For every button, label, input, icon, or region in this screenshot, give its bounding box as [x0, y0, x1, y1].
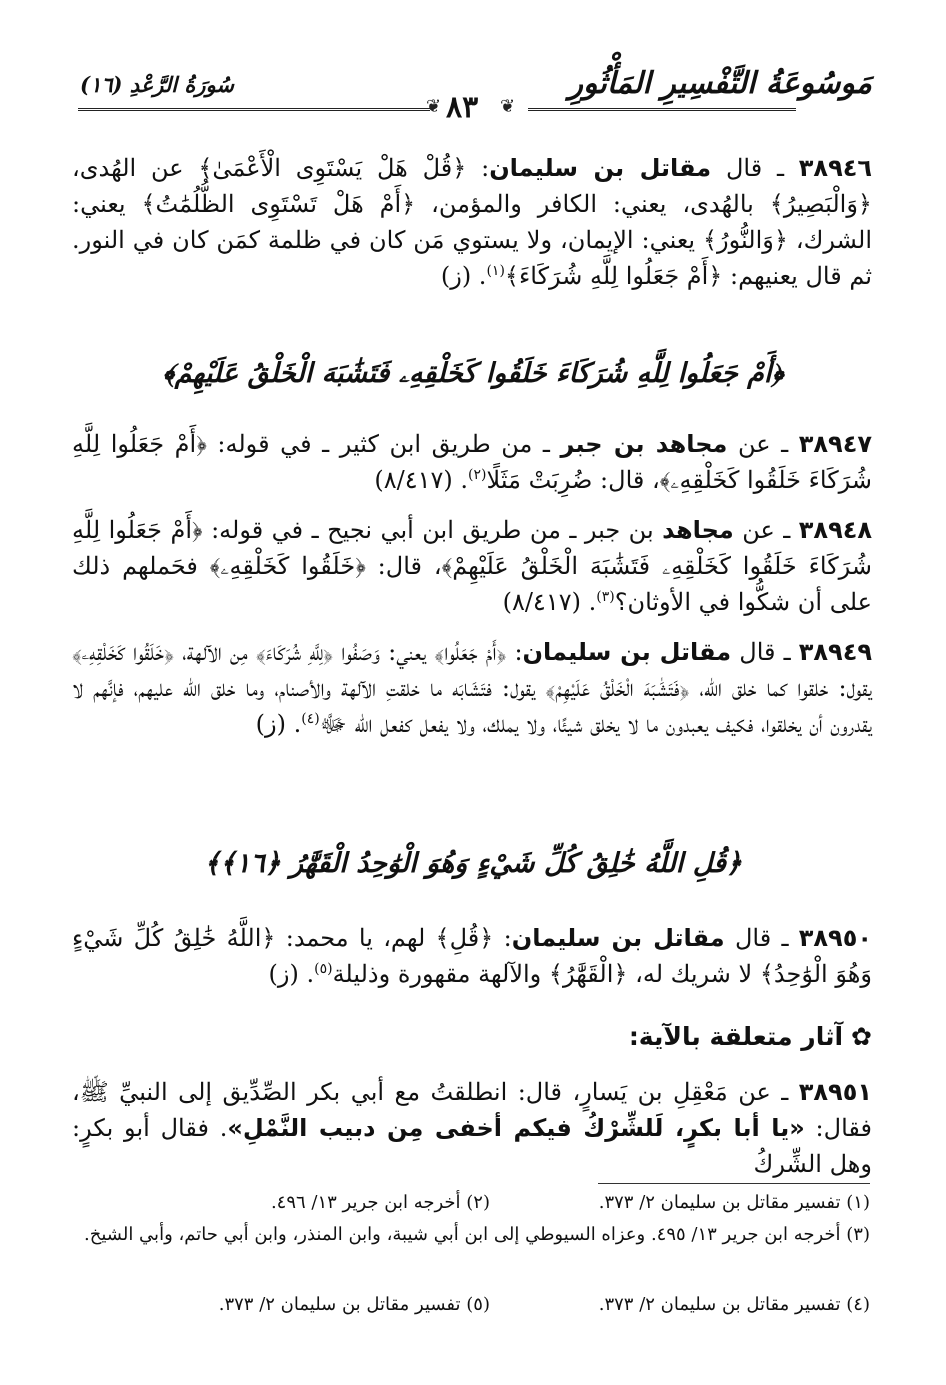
narration-intro: ـ قال [724, 924, 799, 952]
narration-intro: ـ عن [733, 516, 799, 544]
narrator-name: مجاهد [662, 516, 734, 544]
narration-number: ٣٨٩٤٩ [798, 638, 872, 666]
narration-tail: . (ز) [268, 960, 315, 988]
running-header-book-title: مَوسُوعَةُ التَّفْسِيرِ المَأْثُورِ [568, 66, 872, 101]
narration-tail: . (٨/٤١٧) [374, 466, 469, 494]
narration-number: ٣٨٩٥٠ [798, 924, 872, 952]
narration-tail: . (ز) [440, 262, 487, 290]
narration-number: ٣٨٩٤٧ [798, 430, 872, 458]
narration-number: ٣٨٩٥١ [798, 1078, 872, 1106]
footnote-ref: (٣) [596, 589, 615, 605]
hadith-quote: «يا أبا بكرٍ، لَلشِّرْكُ فيكم أخفى مِن دبيب النَّمْلِ» [227, 1114, 805, 1142]
narrator-name: مجاهد بن جبر [560, 430, 728, 458]
footnote-separator [598, 1183, 870, 1184]
narration-intro: ـ قال [731, 638, 799, 666]
footnote-4: (٤) تفسير مقاتل بن سليمان ٢/ ٣٧٣. [598, 1294, 870, 1315]
footnote-ref: (١) [486, 263, 505, 279]
subheading-text: آثار متعلقة بالآية: [628, 1022, 844, 1051]
header-ornament-icon: ❦ [426, 96, 442, 117]
page-number: ٨٣ [446, 90, 479, 125]
narration-number: ٣٨٩٤٦ [798, 154, 873, 182]
narration-body: . فقال أبو بكرٍ: وهل الشِّركُ [72, 1114, 872, 1178]
narrator-name: مقاتل بن سليمان [522, 638, 732, 666]
quran-verse-heading: ﴿قُلِ اللَّهُ خَٰلِقُ كُلِّ شَيْءٍ وَهُوَ الْوَٰحِدُ الْقَهَّٰرُ ﴿١٦﴾﴾ [204, 848, 742, 879]
narration-body: : ﴿أَمْ جَعَلُوا﴾ يعني: وَصَفُوا ﴿لِلَّهِ شُرَكَاءَ﴾ مِن الآلهة، ﴿خَلَقُوا كَخَلْقِهِۦ﴾ يقول: خلقوا كما خلق الله، ﴿فَتَشَٰبَهَ الْخَلْقُ عَلَيْهِمْ﴾ يقول: فتَشَابَه ما خلقتِ الآلهة والأصنام، وما خلق الله عليهم، فإنَّهم لا يقدرون أن يخلقوا، فكيف يعبدون ما لا يخلق شيئًا، ولا يملك، ولا يفعل كفعل الله ﷻ [72, 638, 872, 738]
narration-tail: . (٨/٤١٧) [502, 588, 597, 616]
footnote-ref: (٥) [314, 961, 333, 977]
narration-body: ـ عن مَعْقِلِ بن يَسارٍ، قال: انطلقتُ مع أبي بكر الصِّدِّيق إلى النبيِّ ﷺ، فقال: [72, 1078, 872, 1142]
header-rule-left [78, 108, 430, 111]
narration-number: ٣٨٩٤٨ [798, 516, 873, 544]
quran-verse-heading: ﴿أَمْ جَعَلُوا لِلَّهِ شُرَكَاءَ خَلَقُوا كَخَلْقِهِۦ فَتَشَٰبَهَ الْخَلْقُ عَلَيْهِمْ﴾ [162, 358, 784, 389]
narration-38950 [72, 920, 872, 992]
narration-38951 [72, 1074, 872, 1182]
footnote-ref: (٤) [301, 711, 320, 727]
narration-38947 [72, 426, 872, 498]
flower-ornament-icon: ✿ [851, 1022, 872, 1051]
header-rule-right [528, 108, 796, 111]
narrator-name: مقاتل بن سليمان [511, 924, 725, 952]
narrator-name: مقاتل بن سليمان [489, 154, 712, 182]
narration-intro: ـ قال [711, 154, 799, 182]
footnote-2: (٢) أخرجه ابن جرير ١٣/ ٤٩٦. [270, 1192, 490, 1213]
footnote-1: (١) تفسير مقاتل بن سليمان ٢/ ٣٧٣. [598, 1192, 870, 1213]
narration-intro: ـ عن [727, 430, 799, 458]
footnote-3: (٣) أخرجه ابن جرير ١٣/ ٤٩٥. وعزاه السيوطي إلى ابن أبي شيبة، وابن المنذر، وابن أبي حاتم، وأبي الشيخ. [84, 1224, 870, 1245]
narration-body: ـ من طريق ابن كثير ـ في قوله: ﴿أَمْ جَعَلُوا لِلَّهِ شُرَكَاءَ خَلَقُوا كَخَلْقِهِۦ﴾، قال: ضُرِبَتْ مَثَلًا [72, 430, 872, 494]
narration-body: : ﴿قُلِ﴾ لهم، يا محمد: ﴿اللَّهُ خَٰلِقُ كُلِّ شَيْءٍ وَهُوَ الْوَٰحِدُ﴾ لا شريك له، ﴿الْقَهَّٰرُ﴾ والآلهة مقهورة وذليلة [72, 924, 872, 988]
footnote-ref: (٢) [468, 467, 487, 483]
narration-tail: . (ز) [255, 710, 302, 738]
section-subheading [629, 1022, 872, 1051]
narration-body: : ﴿قُلْ هَلْ يَسْتَوِى الْأَعْمَىٰ﴾ عن الهُدى، ﴿وَالْبَصِيرُ﴾ بالهُدى، يعني: الكافر والمؤمن، ﴿أَمْ هَلْ تَسْتَوِى الظُّلُمَٰتُ﴾ يعني: الشرك، ﴿وَالنُّورُ﴾ يعني: الإيمان، ولا يستوي مَن كان في ظلمة كمَن كان في النور. ثم قال يعنيهم: ﴿أَمْ جَعَلُوا لِلَّهِ شُرَكَاءَ﴾ [72, 154, 872, 290]
running-header-surah: سُورَةُ الرَّعْدِ (١٦) [80, 72, 235, 97]
narration-body: بن جبر ـ من طريق ابن أبي نجيح ـ في قوله: ﴿أَمْ جَعَلُوا لِلَّهِ شُرَكَاءَ خَلَقُوا كَخَلْقِهِۦ فَتَشَٰبَهَ الْخَلْقُ عَلَيْهِمْ﴾، قال: ﴿خَلَقُوا كَخَلْقِهِۦ﴾ فحَملهم ذلك على أن شكُّوا في الأوثان؟ [72, 516, 872, 616]
footnote-5: (٥) تفسير مقاتل بن سليمان ٢/ ٣٧٣. [218, 1294, 490, 1315]
narration-38946 [72, 150, 872, 294]
narration-38949 [72, 634, 872, 742]
narration-38948 [72, 512, 872, 620]
header-ornament-icon: ❦ [500, 96, 516, 117]
